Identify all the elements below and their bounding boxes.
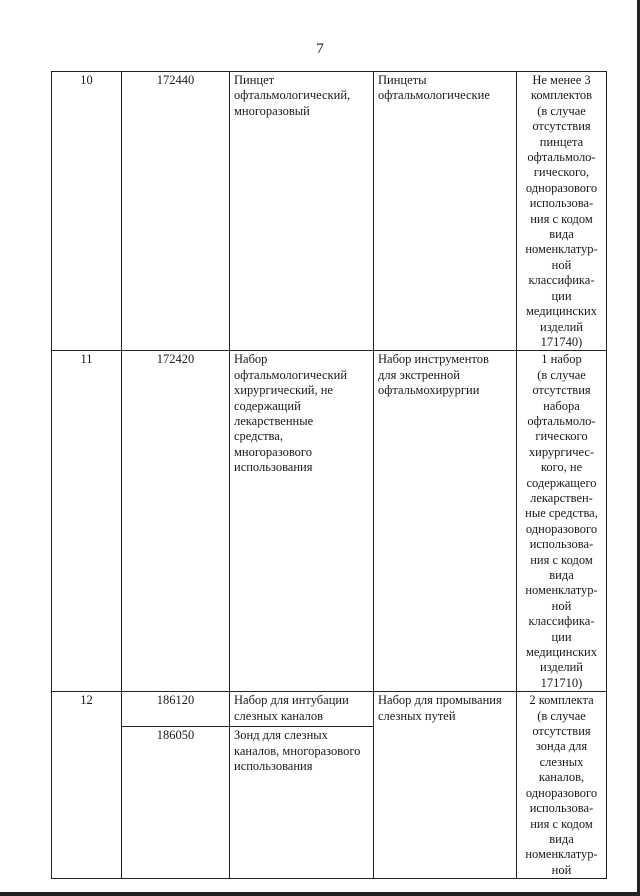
table-row: [52, 351, 607, 692]
row-number: 10: [52, 72, 122, 351]
device-code: 186050: [122, 727, 230, 879]
table-row: [52, 72, 607, 351]
table-row: [52, 692, 607, 727]
device-name: Набор для интубации слезных каналов: [230, 692, 374, 727]
required-quantity: 1 набор (в случае отсутствия набора офтальмоло- гического хирургичес- кого, не содержащего лекарствен- ные средства, одноразового использова- ния с кодом вида номенклатур- ной классифика- ции медицинских изделий 171710): [517, 351, 607, 692]
required-quantity: Не менее 3 комплектов (в случае отсутствия пинцета офтальмоло- гического, одноразового использова- ния с кодом вида номенклатур- ной классифика- ции медицинских изделий 171740): [517, 72, 607, 351]
page-number: 7: [316, 41, 324, 57]
required-quantity: 2 комплекта (в случае отсутствия зонда для слезных каналов, одноразового использова- ния с кодом вида номенклатур- ной: [517, 692, 607, 879]
equipment-table: [51, 71, 607, 879]
device-type: Пинцеты офтальмологические: [374, 72, 517, 351]
row-number: 12: [52, 692, 122, 879]
device-name: Зонд для слезных каналов, многоразового использования: [230, 727, 374, 879]
device-code: 172440: [122, 72, 230, 351]
device-name: Набор офтальмологический хирургический, не содержащий лекарственные средства, многоразового использования: [230, 351, 374, 692]
device-name: Пинцет офтальмологический, многоразовый: [230, 72, 374, 351]
device-type: Набор инструментов для экстренной офтальмохирургии: [374, 351, 517, 692]
row-number: 11: [52, 351, 122, 692]
device-type: Набор для промывания слезных путей: [374, 692, 517, 879]
device-code: 186120: [122, 692, 230, 727]
device-code: 172420: [122, 351, 230, 692]
scan-edge-bottom: [0, 892, 640, 896]
